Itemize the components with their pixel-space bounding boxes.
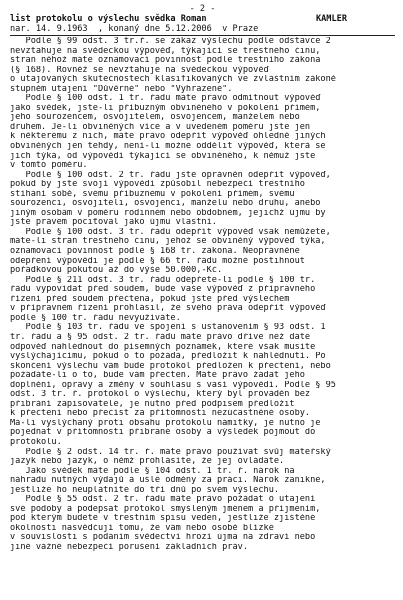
- body-line: odepření výpovědi je podle § 66 tr. řádu možné postihnout: [10, 256, 305, 266]
- header-surname: KAMLER: [315, 14, 347, 24]
- body-line: druhem. Je-li obviněných více a v uvedeném poměru jste jen: [10, 122, 311, 132]
- body-line: k přečtení nebo přečíst za přítomnosti nezúčastněné osoby.: [10, 409, 311, 419]
- body-line: Podle § 100 odst. 3 tr. řádu odepřít výpověď však nemůžete,: [10, 227, 331, 237]
- body-line: pod kterým budete v trestním spisu veden, jestliže zjištěné: [10, 514, 316, 524]
- body-line: náhradu nutných výdajů a ušlé odměny za práci. Nárok zanikne,: [10, 476, 326, 486]
- body-line: jiné vážné nebezpečí porušení základních práv.: [10, 542, 248, 552]
- body-line: o utajovaných skutečnostech klasifikovaných ve zvláštním zákoně: [10, 75, 336, 85]
- body-line: řádu vypovídat před soudem, bude vaše výpověď z přípravného: [10, 285, 316, 295]
- body-line: Podle § 2 odst. 14 tr. ř. máte právo používat svůj mateřský: [10, 447, 331, 457]
- body-line: Jako svědek máte podle § 104 odst. 1 tr. ř. nárok na: [10, 466, 295, 476]
- body-line: (§ 168). Rovněž se nevztahuje na svědeckou výpověď: [10, 65, 269, 75]
- body-line: jestliže ho neuplatníte do tří dnů po svém výslechu.: [10, 485, 280, 495]
- body-line: k některému z nich, máte právo odepřít výpověď ohledně jiných: [10, 132, 326, 142]
- body-line: podle § 100 tr. řádu nevyužíváte.: [10, 313, 181, 323]
- body-line: požádáte-li o to, bude vám přečten. Máte právo žádat jeho: [10, 371, 305, 381]
- body-line: pořádkovou pokutou až do výše 50.000,-Kč.: [10, 266, 223, 276]
- body-line: odst. 3 tr. ř. protokol o výslechu, který byl prováděn bez: [10, 390, 311, 400]
- header-birth-date: nar. 14. 9.1963 , konaný dne 5.12.2006 v Praze: [10, 24, 259, 34]
- body-line: Podle § 100 odst. 1 tr. řádu máte právo odmítnout výpověď: [10, 94, 321, 104]
- header-title: list protokolu o výslechu svědka Roman: [10, 14, 207, 24]
- body-line: stran něhož máte oznamovací povinnost podle trestního zákona: [10, 56, 321, 66]
- header-line-1: [10, 14, 395, 24]
- header-divider: [10, 35, 395, 36]
- body-line: Podle § 211 odst. 3 tr. řádu odepřete-li podle § 100 tr.: [10, 275, 316, 285]
- body-line: jako svědek, jste-li příbuzným obviněného v pokolení přímém,: [10, 103, 321, 113]
- body-line: jazyk nebo jazyk, o němž prohlásíte, že jej ovládáte.: [10, 457, 285, 467]
- body-line: Podle § 100 odst. 2 tr. řádu jste oprávněn odepřít výpověď,: [10, 170, 331, 180]
- page-number: - 2 -: [189, 4, 216, 14]
- body-line: Má-li vyslýchaný proti obsahu protokolu námitky, je nutno je: [10, 418, 321, 428]
- body-line: stupněm utajení "Důvěrné" nebo "Vyhrazené".: [10, 84, 233, 94]
- body-line: jiným osobám v poměru rodinném nebo obdobném, jejichž újmu by: [10, 208, 326, 218]
- document-body: [10, 37, 395, 553]
- body-line: v tomto poměru.: [10, 161, 88, 171]
- body-line: Podle § 55 odst. 2 tr. řádu máte právo požádat o utajení: [10, 495, 316, 505]
- body-line: vyslýchajícímu, pokud o to požádá, předložit k nahlédnutí. Po: [10, 352, 326, 362]
- body-line: Podle § 99 odst. 3 tr.ř. se zákaz výslechu podle odstavce 2: [10, 37, 331, 46]
- body-line: řízení před soudem přečtena, pokud jste před výslechem: [10, 294, 290, 304]
- body-line: skončení výslechu vám bude protokol předložen k přečtení, nebo: [10, 361, 331, 371]
- body-line: přibrání zapisovatele, je nutno před podpisem předložit: [10, 399, 295, 409]
- body-line: jste právem pociťoval jako újmu vlastní.: [10, 218, 217, 228]
- body-line: stíhání sobě, svému příbuznému v pokolení přímém, svému: [10, 189, 295, 199]
- body-line: v souvislosti s podáním svědectví hrozí újma na zdraví nebo: [10, 533, 316, 543]
- body-line: jich týká, od výpovědí týkající se obviněného, k němuž jste: [10, 151, 316, 161]
- body-line: oznamovací povinnost podle § 168 tr. zákona. Neoprávněné: [10, 247, 300, 257]
- body-line: okolnosti nasvědčují tomu, že vám nebo osobě blízké: [10, 523, 274, 533]
- body-line: máte-li stran trestného činu, jehož se obviněný výpověď týká,: [10, 237, 326, 247]
- body-line: obviněných jen tehdy, není-li možné oddělit výpověď, která se: [10, 142, 326, 152]
- body-line: sourozenci, osvojiteli, osvojenci, manželu nebo druhu, anebo: [10, 199, 321, 209]
- body-line: pojednat v přítomnosti přibrané osoby a výsledek pojmout do: [10, 428, 316, 438]
- body-line: pokud by jste svojí výpovědí způsobil nebezpečí trestního: [10, 180, 305, 190]
- body-line: nevztahuje na svědeckou výpověď, týkající se trestného činu,: [10, 46, 321, 56]
- body-line: protokolu.: [10, 437, 62, 447]
- body-line: tr. řádu a § 95 odst. 2 tr. řádu máte právo dříve než dáte: [10, 332, 311, 342]
- body-line: v přípravném řízení prohlásil, že svého práva odepřít výpověď: [10, 304, 326, 314]
- body-line: odpověď nahlédnout do písemných poznámek, které však musíte: [10, 342, 316, 352]
- body-line: své podoby a podepsat protokol smyšleným jménem a příjmením,: [10, 504, 321, 514]
- header-line-2: [10, 24, 395, 34]
- body-line: doplnění, opravy a změny v souhlasu s vaší výpovědí. Podle § 95: [10, 380, 336, 390]
- body-line: Podle § 103 tr. řádu ve spojení s ustanovením § 93 odst. 1: [10, 323, 326, 333]
- body-line: jeho sourozencem, osvojitelem, osvojencem, manželem nebo: [10, 113, 300, 123]
